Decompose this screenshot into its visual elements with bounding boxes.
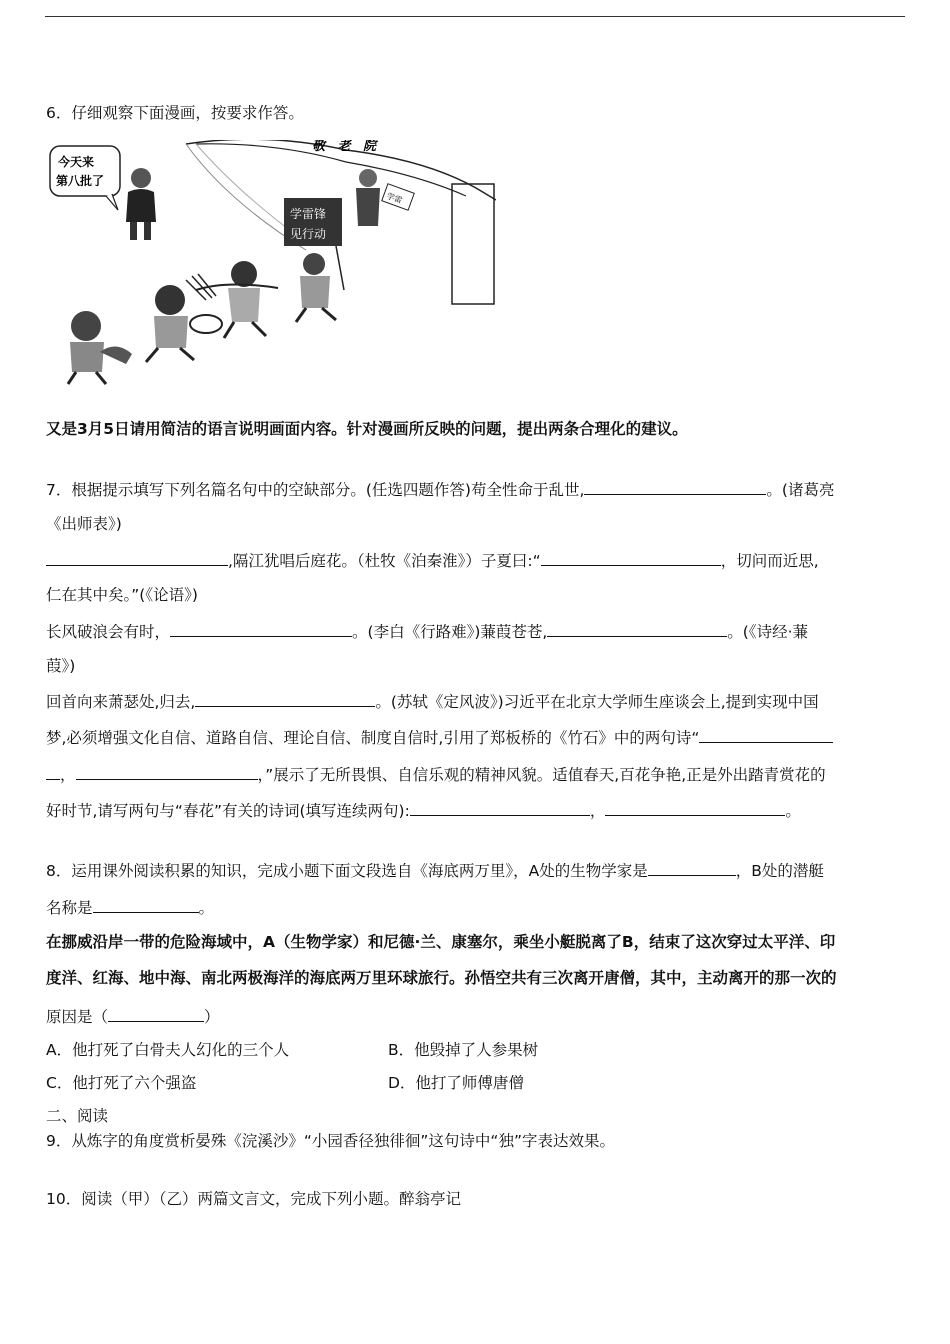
q7-line-9 [46,763,826,785]
answer-blank[interactable] [410,799,590,816]
option-b[interactable]: B．他毁掉了人参果树 [388,1041,539,1059]
q8-text: ） [204,1008,220,1026]
answer-blank[interactable] [93,896,199,913]
q10-stem: 10．阅读（甲）（乙）两篇文言文，完成下列小题。醉翁亭记 [46,1190,461,1208]
answer-blank[interactable] [170,620,352,637]
q7-text: 。(《诗经·蒹 [727,623,809,641]
q6-prompt: 又是3月5日请用简洁的语言说明画面内容。针对漫画所反映的问题，提出两条合理化的建议。 [46,420,688,438]
option-a[interactable]: A．他打死了白骨夫人幻化的三个人 [46,1041,290,1059]
q7-text: 回首向来萧瑟处,归去, [46,693,196,711]
sign-text-2: 见行动 [290,227,327,241]
answer-blank[interactable] [76,763,258,780]
answer-paren[interactable] [108,1005,204,1022]
answer-blank[interactable] [46,763,60,780]
q7-text: 好时节,请写两句与“春花”有关的诗词(填写连续两句): [46,802,410,820]
q8-text: 。 [198,899,215,917]
header-rule [45,16,905,17]
q8-text: 原因是（ [46,1008,109,1026]
q7-text: ， [589,802,606,820]
q7-text: ，”展示了无所畏惧、自信乐观的精神风貌。适值春天,百花争艳,正是外出踏青赏花的 [257,766,826,784]
answer-blank[interactable] [46,549,228,566]
answer-blank[interactable] [605,799,785,816]
cartoon-image [46,140,496,388]
answer-blank[interactable] [584,478,766,495]
q8-text: ，B处的潜艇 [735,862,824,880]
option-d[interactable]: D．他打了师傅唐僧 [388,1074,524,1092]
q7-text: 梦,必须增强文化自信、道路自信、理论自信、制度自信时,引用了郑板桥的《竹石》中的两句诗“ [46,729,700,747]
q8-text: 8．运用课外阅读积累的知识，完成小题下面文段选自《海底两万里》，A处的生物学家是 [46,862,648,880]
answer-blank[interactable] [541,549,721,566]
speech-text-1: 今天来 [58,155,95,169]
answer-blank[interactable] [699,726,833,743]
q7-line-6: 葭》) [46,657,76,675]
option-c[interactable]: C．他打死了六个强盗 [46,1074,197,1092]
q9-stem: 9．从炼字的角度赏析晏殊《浣溪沙》“小园香径独徘徊”这句诗中“独”字表达效果。 [46,1132,615,1150]
sign-text-1: 学雷锋 [290,207,327,221]
answer-blank[interactable] [547,620,727,637]
q7-text: 。(诸葛亮 [766,481,835,499]
q8-passage-2: 度洋、红海、地中海、南北两极海洋的海底两万里环球旅行。孙悟空共有三次离开唐僧，其中，主动离开的那一次的 [46,969,837,987]
answer-blank[interactable] [648,859,736,876]
q8-line-1 [46,859,824,881]
q7-line-10 [46,799,801,821]
q7-text: ， [60,766,76,784]
q7-line-4: 仁在其中矣。”(《论语》) [46,586,198,604]
q7-text: 长风破浪会有时， [46,623,171,641]
q8-text: 名称是 [46,899,93,917]
q6-stem: 6．仔细观察下面漫画，按要求作答。 [46,104,304,122]
q7-line-7 [46,690,819,712]
q8-line-2 [46,896,214,918]
q8-passage-1: 在挪威沿岸一带的危险海域中，A（生物学家）和尼德·兰、康塞尔，乘坐小艇脱离了B，结束了这次穿过太平洋、印 [46,933,836,951]
q7-line-8 [46,726,833,748]
gate-text: 敬 老 院 [312,140,381,154]
speech-text-2: 第八批了 [56,174,105,188]
q7-line-1 [46,478,834,500]
answer-blank[interactable] [195,690,375,707]
q7-text: ,隔江犹唱后庭花。（杜牧《泊秦淮》）子夏曰:“ [228,552,541,570]
q7-text: 。(苏轼《定风波》)习近平在北京大学师生座谈会上,提到实现中国 [375,693,819,711]
flag-text: 学雷 [385,191,404,206]
q7-line-3 [46,549,819,571]
q7-text: 。(李白《行路难》)蒹葭苍苍, [352,623,548,641]
section-heading: 二、阅读 [46,1107,109,1125]
q7-line-5 [46,620,808,642]
q7-text: 7．根据提示填写下列名篇名句中的空缺部分。(任选四题作答)苟全性命于乱世, [46,481,585,499]
q7-line-2: 《出师表》) [46,515,122,533]
q8-line-5 [46,1005,220,1027]
q7-text: 。 [785,802,801,820]
q7-text: ，切问而近思, [720,552,819,570]
